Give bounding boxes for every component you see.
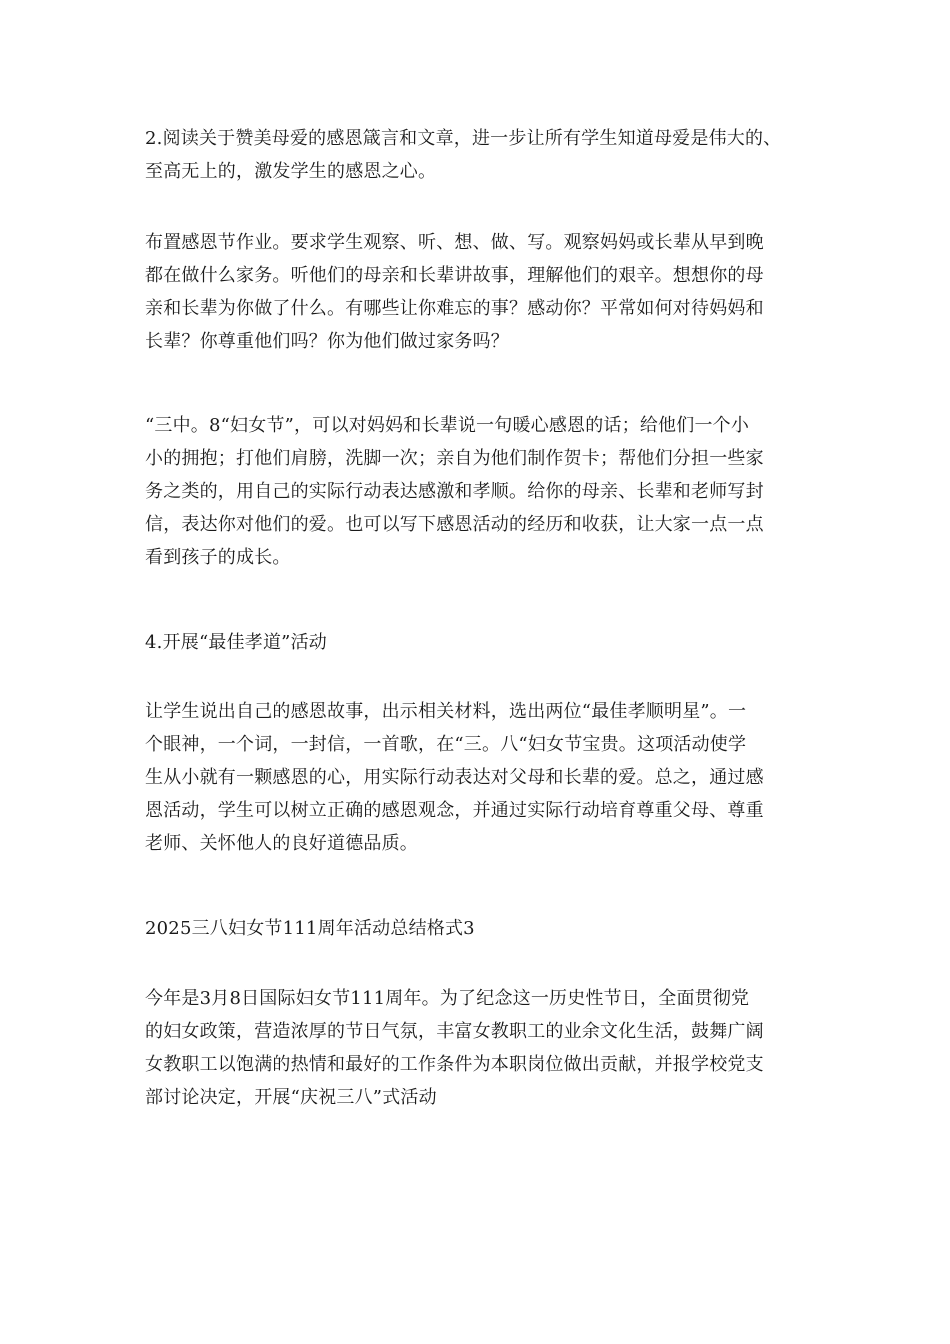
- paragraph-anniversary-intro: [145, 982, 815, 1114]
- text-line: 今年是3月8日国际妇女节111周年。为了纪念这一历史性节日，全面贯彻党: [145, 988, 750, 1009]
- paragraph-gratitude-reading: [145, 122, 815, 188]
- text-line: 至高无上的，激发学生的感恩之心。: [145, 161, 437, 182]
- text-line: 长辈？你尊重他们吗？你为他们做过家务吗？: [145, 331, 509, 352]
- text-line: 4.开展“最佳孝道”活动: [145, 632, 327, 653]
- text-line: 信，表达你对他们的爱。也可以写下感恩活动的经历和收获，让大家一点一点: [145, 514, 764, 535]
- text-line: 看到孩子的成长。: [145, 547, 291, 568]
- text-line: “三中。8“妇女节”，可以对妈妈和长辈说一句暖心感恩的话；给他们一个小: [145, 415, 750, 436]
- text-line: 亲和长辈为你做了什么。有哪些让你难忘的事？感动你？平常如何对待妈妈和: [145, 298, 764, 319]
- text-line: 个眼神，一个词，一封信，一首歌，在“三。八“妇女节宝贵。这项活动使学: [145, 734, 747, 755]
- section-heading-best-filial: [145, 626, 815, 659]
- text-line: 2025三八妇女节111周年活动总结格式3: [145, 918, 475, 939]
- text-line: 老师、关怀他人的良好道德品质。: [145, 833, 418, 854]
- text-line: 生从小就有一颗感恩的心，用实际行动表达对父母和长辈的爱。总之，通过感: [145, 767, 764, 788]
- paragraph-womens-day-actions: [145, 409, 815, 574]
- text-line: 的妇女政策，营造浓厚的节日气氛，丰富女教职工的业余文化生活，鼓舞广阔: [145, 1021, 764, 1042]
- text-line: 小的拥抱；打他们肩膀，洗脚一次；亲自为他们制作贺卡；帮他们分担一些家: [145, 448, 764, 469]
- text-line: 布置感恩节作业。要求学生观察、听、想、做、写。观察妈妈或长辈从早到晚: [145, 232, 764, 253]
- text-line: 恩活动，学生可以树立正确的感恩观念，并通过实际行动培育尊重父母、尊重: [145, 800, 764, 821]
- paragraph-homework: [145, 226, 815, 358]
- text-line: 务之类的，用自己的实际行动表达感激和孝顺。给你的母亲、长辈和老师写封: [145, 481, 764, 502]
- text-line: 都在做什么家务。听他们的母亲和长辈讲故事，理解他们的艰辛。想想你的母: [145, 265, 764, 286]
- text-line: 部讨论决定，开展“庆祝三八”式活动: [145, 1087, 437, 1108]
- section-heading-summary-format: [145, 912, 815, 945]
- text-line: 让学生说出自己的感恩故事，出示相关材料，选出两位“最佳孝顺明星”。一: [145, 701, 747, 722]
- text-line: 女教职工以饱满的热情和最好的工作条件为本职岗位做出贡献，并报学校党支: [145, 1054, 764, 1075]
- text-line: 2.阅读关于赞美母爱的感恩箴言和文章，进一步让所有学生知道母爱是伟大的、: [145, 128, 782, 149]
- paragraph-best-filial-activity: [145, 695, 815, 860]
